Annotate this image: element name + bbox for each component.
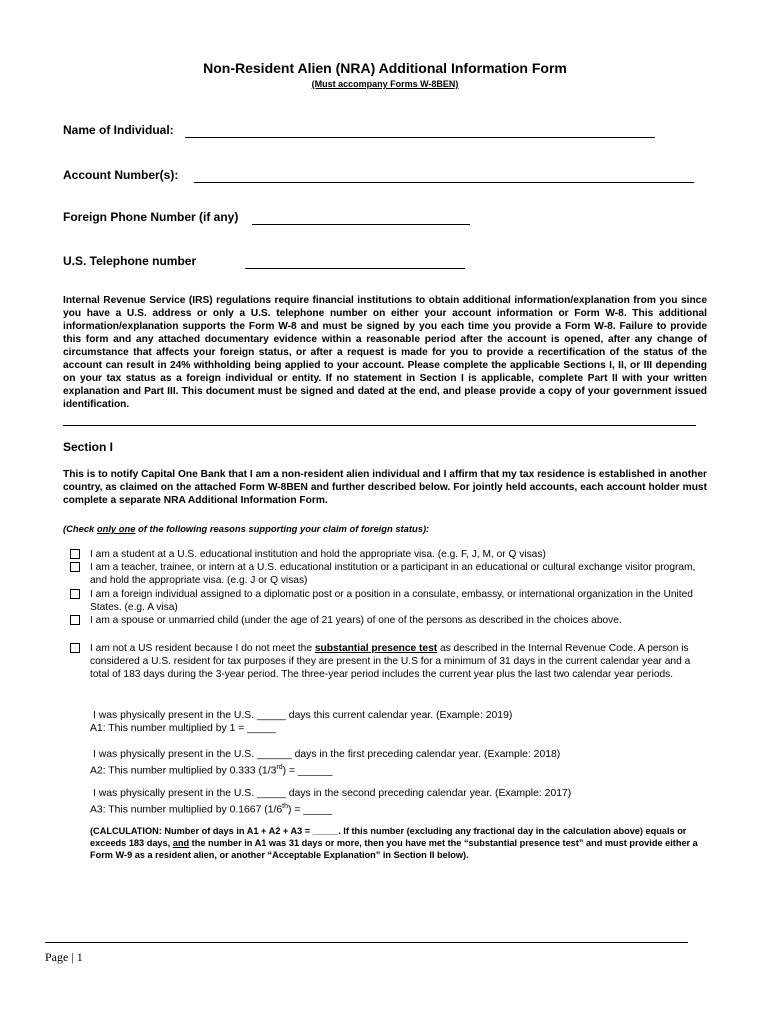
spouse-checkbox[interactable] <box>70 615 80 625</box>
us-phone-field[interactable] <box>245 256 465 269</box>
divider <box>63 425 696 426</box>
account-label: Account Number(s): <box>63 168 179 182</box>
footer-divider <box>45 942 688 943</box>
option-label: I am not a US resident because I do not meet the substantial presence test as described in the Internal Revenue Code. A person is considered a U.S. resident for tax purposes if they are present in the U.S for a minimum of 31 days in the current calendar year and a total of 183 days during the 3-year period. The three-year period includes the current year plus the last two calendar year periods. <box>90 643 691 680</box>
student-checkbox[interactable] <box>70 549 80 559</box>
calculation-note: (CALCULATION: Number of days in A1 + A2 + A3 = _____. If this number (excluding any fractional day in the calculation above) equals or exceeds 183 days, and the number in A1 was 31 days or more, then you have met the “substantial presence test” and must provide either a Form W-9 as a resident alien, or another “Acceptable Explanation” in Section II below). <box>90 826 698 860</box>
option-spouse <box>70 614 710 627</box>
calc-line-second-preceding: I was physically present in the U.S. _____ days in the second preceding calendar year. (Example: 2017) <box>93 788 572 799</box>
form-title: Non-Resident Alien (NRA) Additional Information Form <box>203 60 567 76</box>
option-label: I am a spouse or unmarried child (under the age of 21 years) of one of the persons as described in the choices above. <box>90 615 622 626</box>
page-number: Page | 1 <box>45 950 83 964</box>
option-substantial-presence <box>70 642 710 698</box>
intro-paragraph: Internal Revenue Service (IRS) regulations require financial institutions to obtain additional information/explanation from you since you have a U.S. address or only a U.S. telephone number on either your account information or Form W-8. This additional information/explanation supports the Form W-8 and must be signed by you each time you provide a Form W-8. Failure to provide this form and any attached documentary evidence within a reasonable period after the account is opened, after any change of circumstance that affects your foreign status, or after a request is made for you to provide a recertification of the status of the account can result in 24% withholding being applied to your account. Please complete the applicable Sections I, II, or III depending on your tax status as a foreign individual or entity. If no statement in Section I is applicable, complete Part II with your written explanation and Part III. This document must be signed and dated at the end, and please provide a copy of your government issued identification. <box>63 295 707 410</box>
substantial-presence-checkbox[interactable] <box>70 643 80 653</box>
check-instruction: (Check only one of the following reasons supporting your claim of foreign status): <box>63 523 430 534</box>
option-label: I am a student at a U.S. educational institution and hold the appropriate visa. (e.g. F, J, M, or Q visas) <box>90 549 546 560</box>
option-diplomat <box>70 588 710 614</box>
form-subtitle: (Must accompany Forms W-8BEN) <box>311 79 459 89</box>
option-label: I am a teacher, trainee, or intern at a U.S. educational institution or a participant in an educational or cultural exchange visitor program, and hold the appropriate visa. (e.g. J or Q visas) <box>90 562 696 586</box>
foreign-phone-label: Foreign Phone Number (if any) <box>63 210 239 224</box>
diplomat-checkbox[interactable] <box>70 589 80 599</box>
name-label: Name of Individual: <box>63 123 174 137</box>
calc-line-a2: A2: This number multiplied by 0.333 (1/3rd) = ______ <box>90 764 333 777</box>
name-field[interactable] <box>185 125 655 138</box>
option-label: I am a foreign individual assigned to a diplomatic post or a position in a consulate, embassy, or international organization in the United States. (e.g. A visa) <box>90 589 693 613</box>
teacher-checkbox[interactable] <box>70 562 80 572</box>
option-student <box>70 548 710 561</box>
calc-line-first-preceding: I was physically present in the U.S. ______ days in the first preceding calendar year. (Example: 2018) <box>93 749 561 760</box>
calc-line-current-year: I was physically present in the U.S. _____ days this current calendar year. (Example: 2019) <box>93 710 513 721</box>
option-teacher <box>70 561 710 587</box>
foreign-phone-field[interactable] <box>252 212 470 225</box>
calc-line-a1: A1: This number multiplied by 1 = _____ <box>90 723 277 734</box>
section-1-heading: Section I <box>63 440 114 454</box>
account-number-field[interactable] <box>194 170 694 183</box>
calc-line-a3: A3: This number multiplied by 0.1667 (1/6th) = _____ <box>90 803 333 816</box>
section-1-notice: This is to notify Capital One Bank that I am a non-resident alien individual and I affirm that my tax residence is established in another country, as claimed on the attached Form W-8BEN and further described below. For jointly held accounts, each account holder must complete a separate NRA Additional Information Form. <box>63 469 707 506</box>
us-phone-label: U.S. Telephone number <box>63 254 197 268</box>
